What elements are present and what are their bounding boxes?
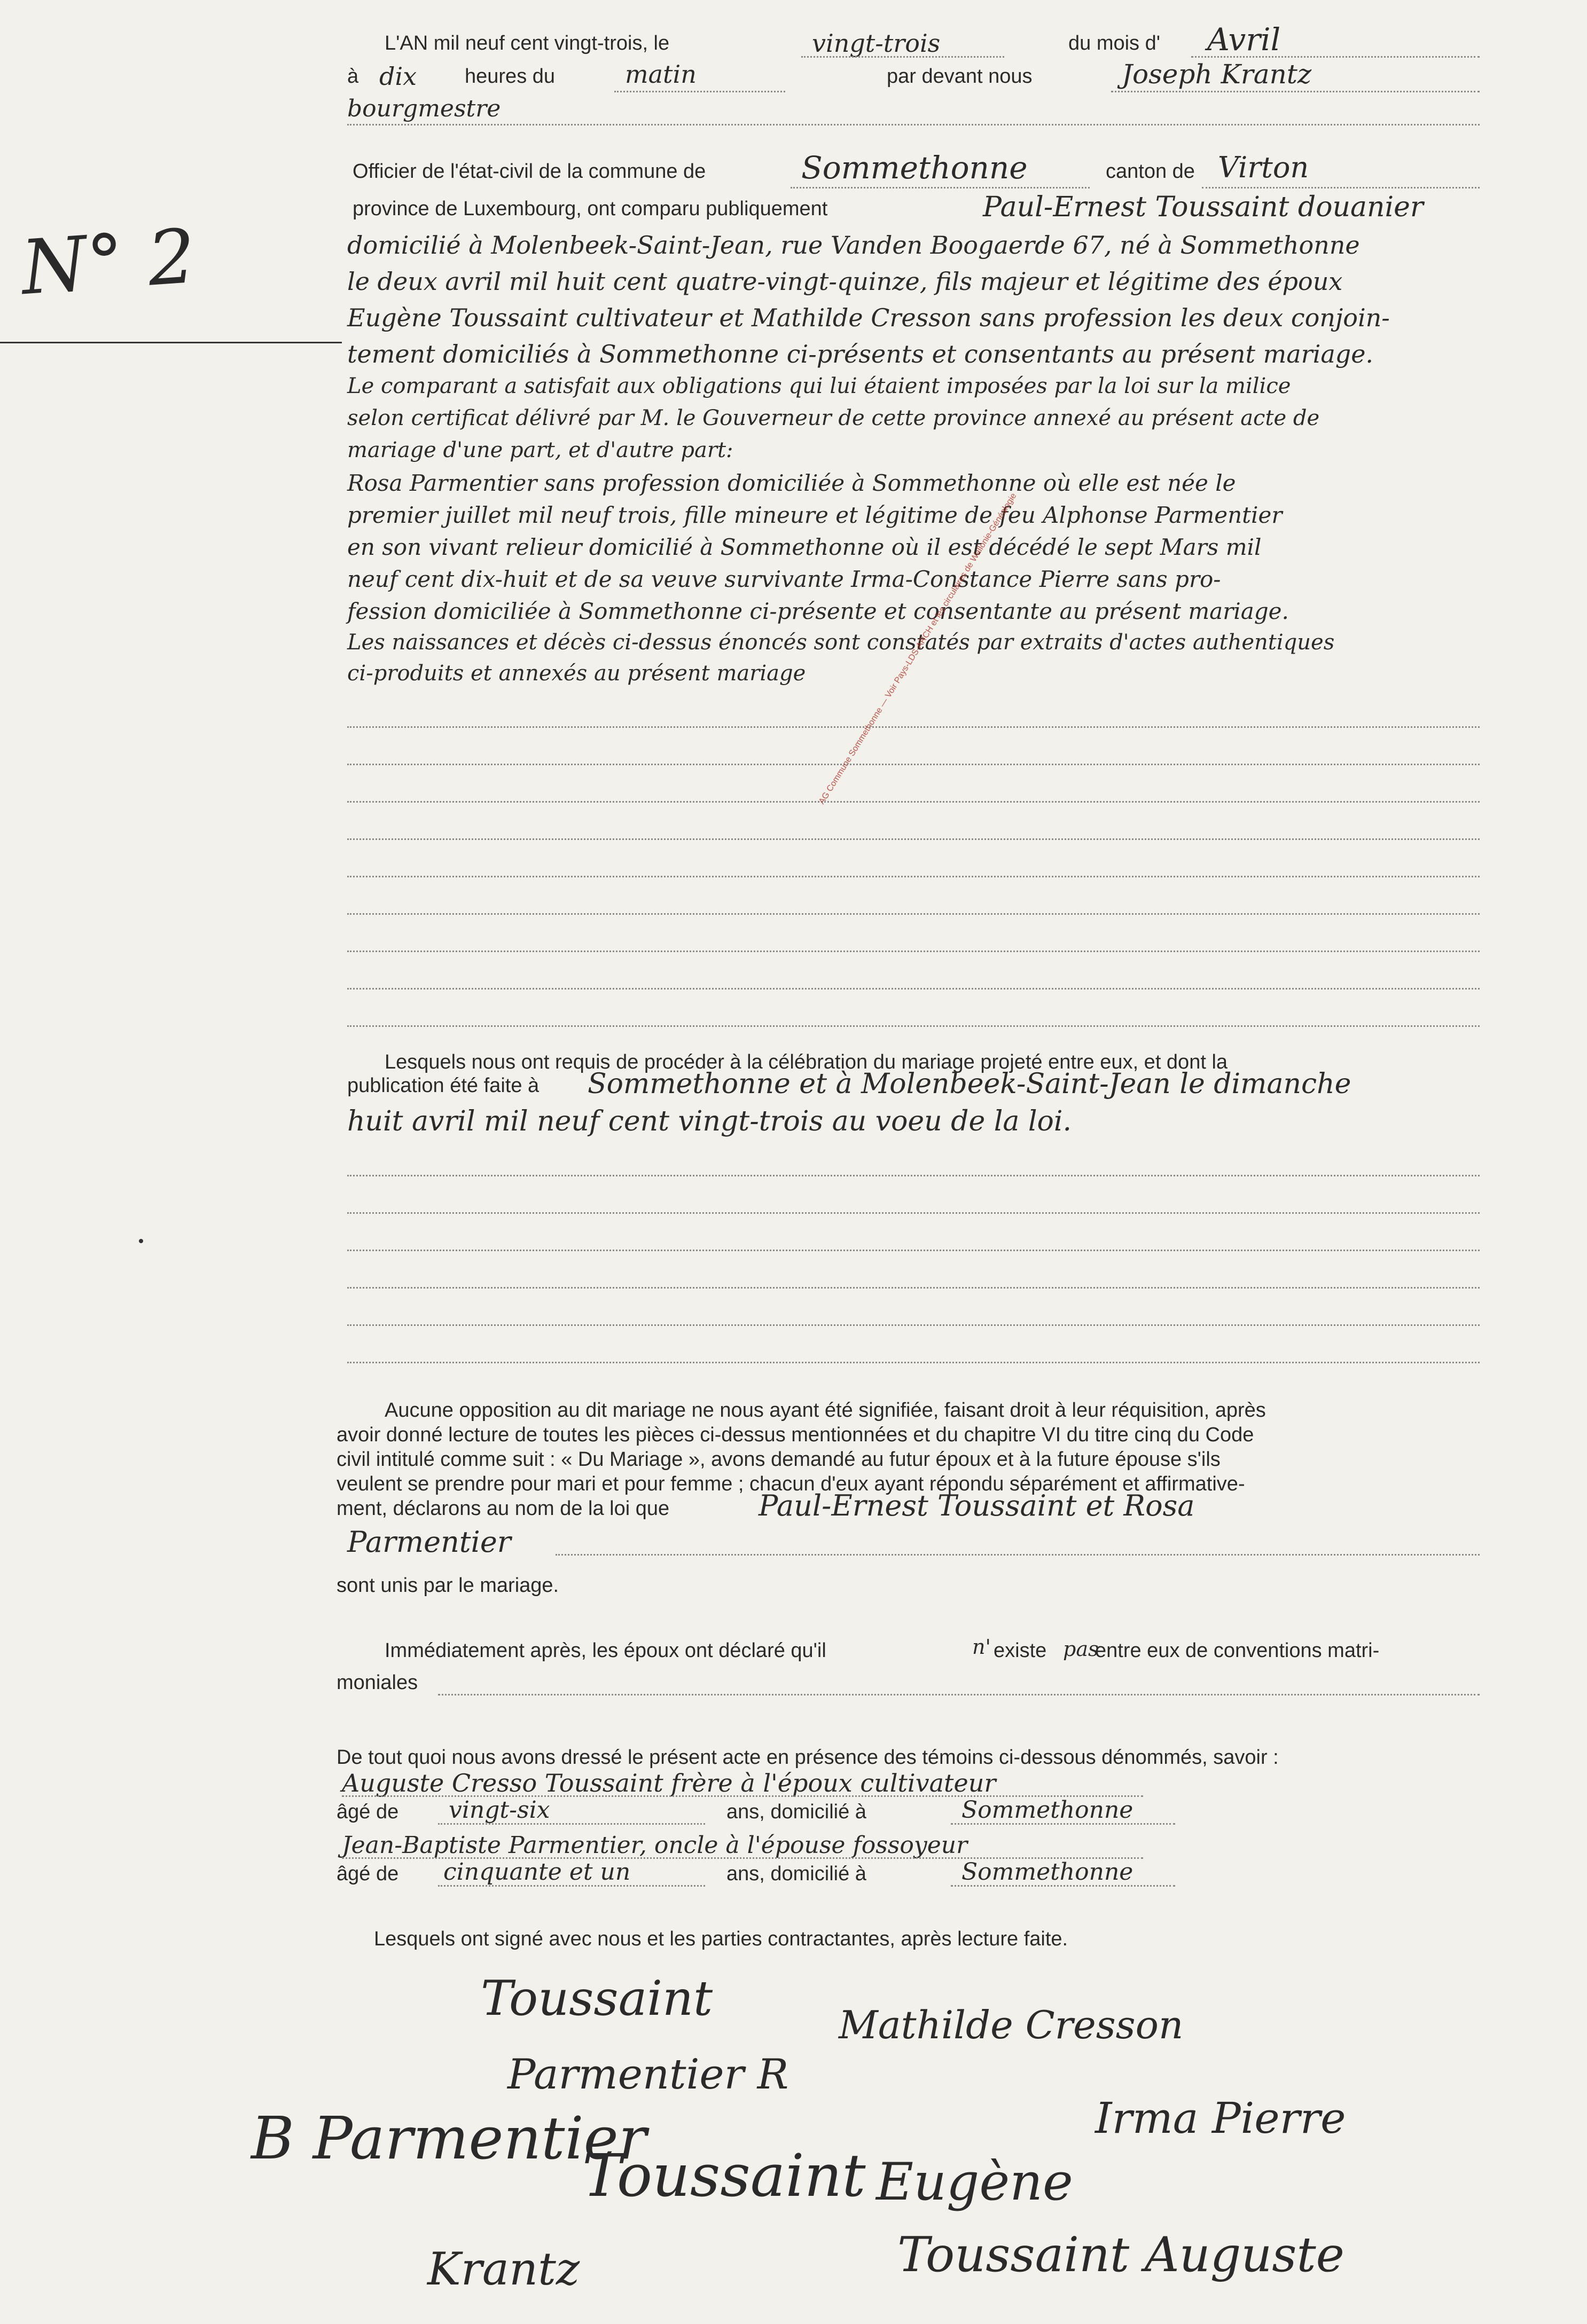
header-printed-1: L'AN mil neuf cent vingt-trois, le — [385, 32, 670, 54]
body-line: fession domiciliée à Sommethonne ci-présente et consentante au présent mariage. — [347, 598, 1289, 624]
signatures-intro: Lesquels ont signé avec nous et les parties contractantes, après lecture faite. — [374, 1928, 1068, 1950]
body-line: neuf cent dix-huit et de sa veuve survivante Irma-Constance Pierre sans pro- — [347, 566, 1221, 592]
header-printed-4: heures du — [465, 65, 556, 88]
empty-line-rule — [347, 764, 1480, 765]
canton-name: Virton — [1218, 151, 1309, 184]
field-rule — [791, 187, 1090, 189]
body-line: ci-produits et annexés au présent mariage — [347, 661, 806, 686]
officer-printed-3: province de Luxembourg, ont comparu publiquement — [353, 198, 828, 220]
conventions-printed-1: Immédiatement après, les époux ont déclaré qu'il — [385, 1639, 826, 1662]
signature: Irma Pierre — [1095, 2093, 1346, 2143]
witness-2-age: cinquante et un — [443, 1858, 631, 1886]
signature: Krantz — [427, 2243, 580, 2295]
witness-1-age-label: âgé de — [337, 1801, 399, 1823]
field-rule — [438, 1823, 705, 1825]
body-line: Le comparant a satisfait aux obligations qui lui étaient imposées par la loi sur la milice — [347, 374, 1291, 398]
empty-line-rule — [347, 838, 1480, 840]
marriage-month: Avril — [1207, 21, 1281, 58]
body-line: domicilié à Molenbeek-Saint-Jean, rue Vanden Boogaerde 67, né à Sommethonne — [347, 231, 1360, 260]
archive-stamp: AG Commune Sommethonne — Voir Pays-LDS-ARCH et les circulaires de Wallonie-Généalogie — [817, 491, 1019, 806]
opposition-line: Aucune opposition au dit mariage ne nous ayant été signifiée, faisant droit à leur réquisition, après — [385, 1399, 1266, 1422]
body-line: mariage d'une part, et d'autre part: — [347, 438, 733, 462]
witness-2-mid: ans, domicilié à — [726, 1863, 866, 1885]
signature: Toussaint — [481, 1970, 713, 2027]
field-rule — [614, 91, 785, 92]
officer-printed-1: Officier de l'état-civil de la commune de — [353, 160, 706, 183]
field-rule — [1202, 187, 1480, 189]
field-rule — [951, 1885, 1175, 1887]
empty-line-rule — [347, 913, 1480, 915]
spouse-names: Paul-Ernest Toussaint et Rosa — [759, 1489, 1195, 1522]
conventions-printed-4: moniales — [337, 1671, 418, 1694]
field-rule — [951, 1823, 1175, 1825]
empty-line-rule — [347, 1175, 1480, 1176]
body-line: tement domiciliés à Sommethonne ci-présents et consentants au présent mariage. — [347, 340, 1374, 368]
signature: Mathilde Cresson — [839, 2003, 1184, 2047]
officer-name: Joseph Krantz — [1122, 59, 1312, 90]
header-printed-5: par devant nous — [887, 65, 1033, 88]
witness-2-name: Jean-Baptiste Parmentier, oncle à l'épouse fossoyeur — [342, 1832, 968, 1859]
publication-date: huit avril mil neuf cent vingt-trois au voeu de la loi. — [347, 1105, 1072, 1137]
marriage-day: vingt-trois — [812, 29, 941, 58]
empty-line-rule — [347, 1362, 1480, 1363]
header-printed-2: du mois d' — [1068, 32, 1161, 54]
signature: Toussaint — [582, 2141, 866, 2210]
witness-2-place: Sommethonne — [961, 1858, 1133, 1886]
body-line: premier juillet mil neuf trois, fille mineure et légitime de feu Alphonse Parmentier — [347, 502, 1283, 528]
empty-line-rule — [347, 801, 1480, 803]
body-line: Eugène Toussaint cultivateur et Mathilde Cresson sans profession les deux conjoin- — [347, 303, 1390, 332]
opposition-line: veulent se prendre pour mari et pour femme ; chacun d'eux ayant répondu séparément et affirmative- — [337, 1473, 1245, 1495]
witnesses-intro: De tout quoi nous avons dressé le présent acte en présence des témoins ci-dessous dénommés, savoir : — [337, 1746, 1279, 1769]
opposition-line: ment, déclarons au nom de la loi que — [337, 1497, 670, 1520]
field-rule — [438, 1885, 705, 1887]
empty-line-rule — [347, 1025, 1480, 1027]
conventions-n: n' — [972, 1635, 991, 1659]
conventions-printed-3: entre eux de conventions matri- — [1095, 1639, 1380, 1662]
opposition-closing: sont unis par le mariage. — [337, 1574, 559, 1597]
conventions-pas: pas — [1063, 1637, 1099, 1661]
witness-1-name: Auguste Cresso Toussaint frère à l'époux cultivateur — [342, 1769, 996, 1797]
field-rule — [1191, 56, 1480, 58]
witness-1-age: vingt-six — [449, 1796, 550, 1824]
bride-surname: Parmentier — [347, 1525, 511, 1559]
body-line: en son vivant relieur domicilié à Sommethonne où il est décédé le sept Mars mil — [347, 534, 1262, 560]
conventions-printed-2: existe — [994, 1639, 1047, 1662]
witness-1-mid: ans, domicilié à — [726, 1801, 866, 1823]
commune-name: Sommethonne — [801, 150, 1028, 186]
publication-printed-1: Lesquels nous ont requis de procéder à la célébration du mariage projeté entre eux, et dont la — [385, 1051, 1228, 1073]
signature: Eugène — [876, 2152, 1073, 2212]
field-rule — [347, 124, 1480, 125]
act-number: N° 2 — [18, 213, 199, 312]
field-rule — [801, 56, 1004, 58]
empty-line-rule — [347, 876, 1480, 877]
signature: Parmentier R — [507, 2051, 789, 2099]
officer-printed-2: canton de — [1106, 160, 1195, 183]
witness-2-age-label: âgé de — [337, 1863, 399, 1885]
opposition-line: civil intitulé comme suit : « Du Mariage », avons demandé au futur époux et à la future épouse s'ils — [337, 1448, 1221, 1471]
publication-printed-2: publication été faite à — [347, 1074, 540, 1097]
empty-line-rule — [347, 726, 1480, 728]
header-printed-3: à — [347, 65, 359, 88]
witness-1-place: Sommethonne — [961, 1796, 1133, 1824]
body-line: Rosa Parmentier sans profession domiciliée à Sommethonne où elle est née le — [347, 470, 1236, 496]
empty-line-rule — [347, 1212, 1480, 1214]
empty-line-rule — [347, 988, 1480, 990]
publication-places: Sommethonne et à Molenbeek-Saint-Jean le dimanche — [588, 1068, 1351, 1100]
empty-line-rule — [347, 951, 1480, 952]
marriage-hour: dix — [379, 62, 417, 91]
signature: B Parmentier — [251, 2104, 647, 2172]
empty-line-rule — [347, 1287, 1480, 1289]
body-line: le deux avril mil huit cent quatre-vingt-quinze, fils majeur et légitime des époux — [347, 267, 1343, 296]
empty-line-rule — [347, 1250, 1480, 1251]
margin-rule — [0, 342, 342, 343]
marriage-period: matin — [625, 60, 697, 89]
field-rule — [556, 1554, 1480, 1556]
opposition-line: avoir donné lecture de toutes les pièces ci-dessus mentionnées et du chapitre VI du titre cinq du Code — [337, 1424, 1254, 1446]
groom-name: Paul-Ernest Toussaint douanier — [983, 191, 1424, 223]
officer-title: bourgmestre — [347, 95, 501, 122]
field-rule — [1111, 91, 1480, 92]
empty-line-rule — [347, 1324, 1480, 1326]
signature: Toussaint Auguste — [897, 2227, 1344, 2283]
body-line: Les naissances et décès ci-dessus énoncés sont constatés par extraits d'actes authentiques — [347, 630, 1335, 655]
ink-dot — [139, 1239, 143, 1243]
body-line: selon certificat délivré par M. le Gouverneur de cette province annexé au présent acte de — [347, 406, 1320, 430]
field-rule — [438, 1694, 1480, 1695]
